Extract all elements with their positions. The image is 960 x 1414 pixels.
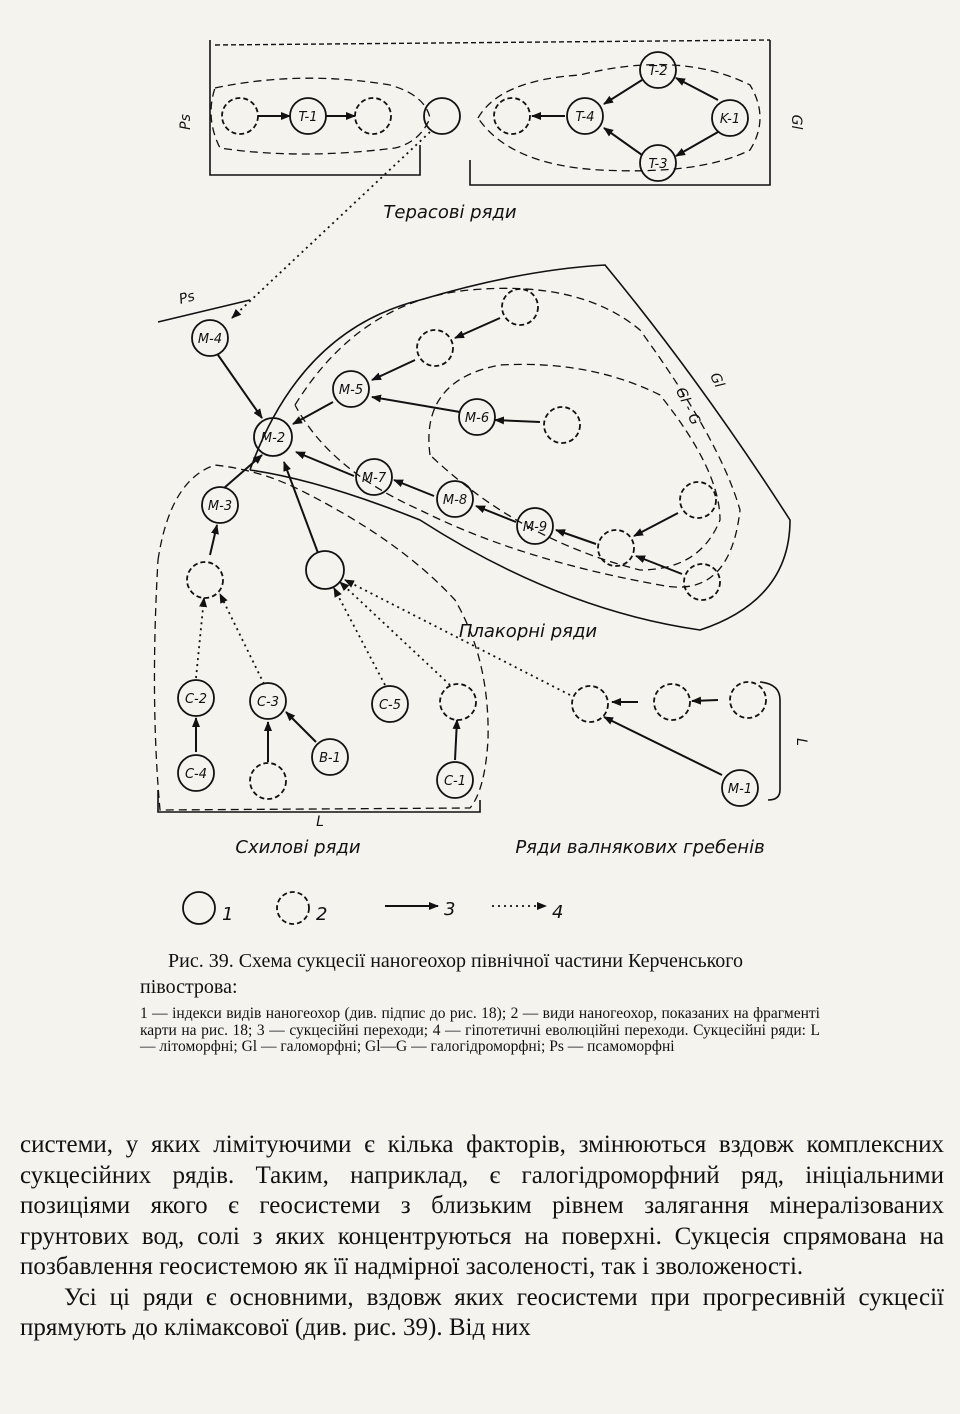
gl-g-dashed-boundary (295, 288, 740, 587)
gl-label: Gl (706, 370, 727, 391)
caption-title: Рис. 39. Схема сукцесії наногеохор північної частини Керченського півострова: (140, 950, 743, 998)
caption-legend: 1 — індекси видів наногеохор (див. підпис до рис. 18); 2 — види наногеохор, показаних на фрагменті карти на рис. 18; 3 — сукцесійні переходи; 4 — гіпотетичні еволюційні переходи. Сукцесійні ряди: L — літоморфні; Gl — галоморфні; Gl—G — галогідроморфні; Ps — псамоморфні (140, 1005, 820, 1055)
l-right-label: L (793, 738, 809, 746)
ridge-node-unlabeled-2 (654, 684, 690, 720)
slope-group-label: Схилові ряди (235, 837, 361, 858)
svg-text:T-3: T-3 (648, 157, 668, 172)
ridge-node-unlabeled-3 (730, 682, 766, 718)
svg-text:M-3: M-3 (207, 499, 233, 514)
ridge-node-unlabeled-1 (572, 686, 608, 722)
svg-text:2: 2 (316, 904, 328, 925)
ps-top-bracket (210, 40, 420, 175)
slope-node-unlabeled-2 (306, 551, 344, 589)
svg-text:M-7: M-7 (361, 471, 387, 486)
svg-text:M-5: M-5 (338, 383, 364, 398)
slope-node-unlabeled-3 (440, 684, 476, 720)
terrace-series (210, 40, 770, 185)
svg-text:C-4: C-4 (184, 767, 208, 782)
svg-text:Gl: Gl (788, 114, 804, 130)
ridge-labels (515, 738, 809, 858)
legend-dashed-circle-icon (277, 892, 309, 924)
body-text (20, 1130, 944, 1344)
terrace-node-unlabeled-3 (494, 98, 530, 134)
slope-node-unlabeled-4 (250, 763, 286, 799)
svg-text:T-1: T-1 (298, 110, 318, 125)
gl-g-label: Gl - G (672, 385, 704, 428)
svg-text:C-2: C-2 (184, 692, 208, 707)
svg-text:C-3: C-3 (256, 695, 280, 710)
slope-labels (185, 499, 466, 858)
terrace-labels (178, 64, 804, 223)
svg-text:T-4: T-4 (575, 110, 595, 125)
svg-text:M-1: M-1 (727, 782, 753, 797)
l-label: L (316, 814, 324, 830)
svg-text:1: 1 (222, 904, 234, 925)
terrace-left-envelope (211, 78, 430, 154)
svg-text:Ps: Ps (178, 114, 194, 130)
svg-text:K-1: K-1 (719, 112, 741, 127)
ridge-bracket (760, 682, 780, 800)
hypothetical-link-terrace-m4 (232, 132, 430, 318)
ridges-group-label: Ряди валнякових гребенів (515, 837, 765, 858)
plakor-node-unlabeled-1 (417, 330, 453, 366)
terrace-right-envelope (478, 65, 760, 171)
ps-mid-line (158, 300, 250, 322)
svg-text:C-5: C-5 (378, 698, 402, 713)
body-paragraph-2: Усі ці ряди є основними, вздовж яких геосистеми при прогресивній сукцесії прямують до клімаксової (див. рис. 39). Від них (20, 1283, 944, 1341)
svg-text:M-4: M-4 (197, 332, 223, 347)
diagram-legend (183, 892, 546, 924)
svg-text:M-8: M-8 (442, 493, 468, 508)
legend-numbers (222, 899, 563, 925)
plakor-node-unlabeled-3 (544, 407, 580, 443)
terrace-node-unlabeled-1 (222, 98, 258, 134)
terrace-node-unlabeled-2 (355, 98, 391, 134)
ps-mid-label: Ps (177, 288, 197, 308)
terrace-group-label: Терасові ряди (383, 202, 517, 223)
svg-text:M-6: M-6 (464, 411, 490, 426)
figure-caption (140, 948, 820, 1056)
plakor-node-unlabeled-6 (684, 564, 720, 600)
svg-text:3: 3 (444, 899, 456, 920)
plakor-node-unlabeled-4 (598, 530, 634, 566)
top-dashed-edge (215, 40, 770, 45)
plakor-node-unlabeled-2 (502, 289, 538, 325)
plakor-group-label: Плакорні ряди (458, 621, 598, 642)
slope-node-unlabeled-1 (187, 562, 223, 598)
plakor-series (158, 265, 790, 630)
svg-text:4: 4 (552, 902, 564, 923)
body-paragraph-1: системи, у яких лімітуючими є кілька факторів, змінюються вздовж комплексних сукцесійних рядів. Таким, наприклад, є галогідроморфний ряд, ініціальними позиціями якого є геосистеми з близьким рівнем залягання мінералізованих грунтових вод, солі з яких концентруються на поверхні. Сукцесія спрямована на позбавлення геосистемою як її надмірної засоленості, так і зволоженості. (20, 1131, 944, 1280)
svg-text:C-1: C-1 (443, 774, 467, 789)
plakor-node-unlabeled-5 (680, 482, 716, 518)
svg-text:B-1: B-1 (319, 751, 341, 766)
legend-solid-circle-icon (183, 892, 215, 924)
svg-text:M-2: M-2 (260, 431, 286, 446)
svg-text:T-2: T-2 (648, 64, 668, 79)
svg-text:M-9: M-9 (522, 520, 548, 535)
gl-outer-boundary (250, 265, 790, 630)
